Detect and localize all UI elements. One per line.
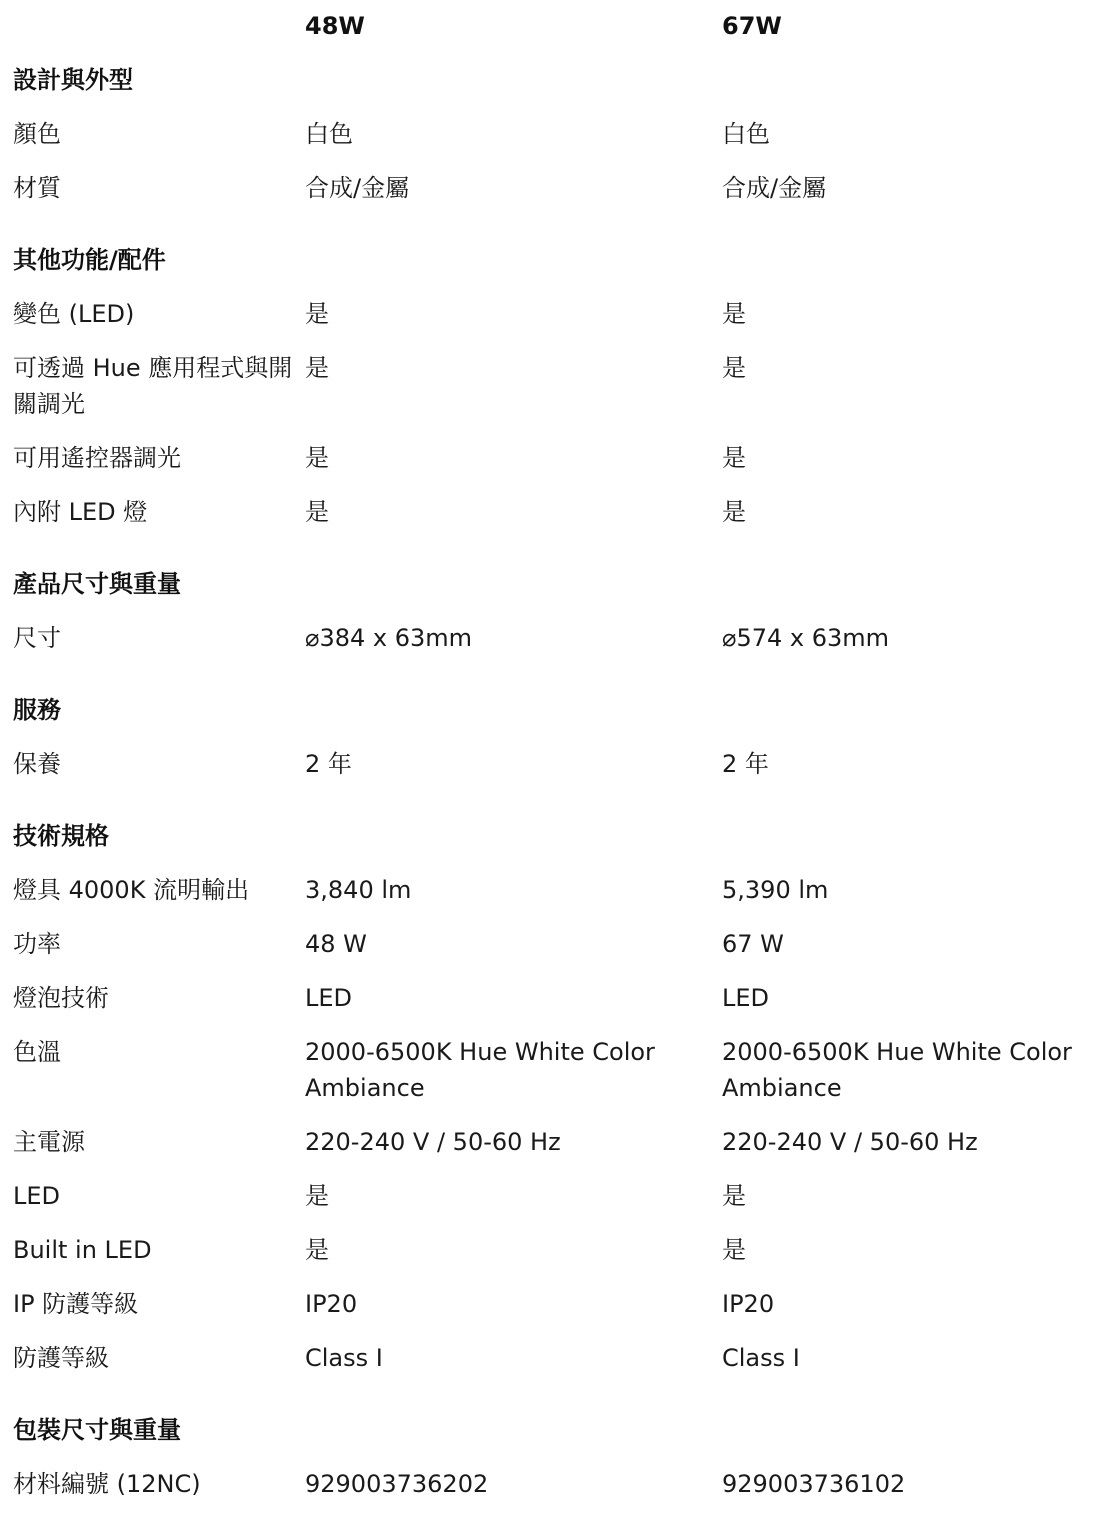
column-header-row: [0, 8, 1116, 48]
spec-value-67w: 是: [722, 354, 746, 382]
spec-value-48w: 是: [305, 1182, 329, 1210]
spec-value-67w: LED: [722, 984, 770, 1012]
spec-value-67w: ⌀574 x 63mm: [722, 624, 890, 652]
spec-label: 尺寸: [13, 624, 61, 652]
spec-value-67w: 2 年: [722, 750, 769, 778]
spec-label: 燈具 4000K 流明輸出: [13, 876, 250, 904]
spec-value-67w: 929003736102: [722, 1470, 906, 1498]
spec-label: 色溫: [13, 1038, 61, 1066]
column-header-67w: 67W: [722, 12, 782, 40]
spec-value-67w: 是: [722, 1182, 746, 1210]
spec-value-48w: 合成/金屬: [305, 174, 410, 202]
spec-value-48w: 是: [305, 300, 329, 328]
spec-value-48w: 3,840 lm: [305, 876, 412, 904]
section-heading-technical: 技術規格: [13, 822, 109, 850]
spec-value-48w: Class I: [305, 1344, 383, 1372]
spec-value-67w: 是: [722, 498, 746, 526]
spec-value-67w: 2000-6500K Hue White Color Ambiance: [722, 1038, 1072, 1102]
spec-value-48w: 220-240 V / 50-60 Hz: [305, 1128, 561, 1156]
spec-label: 顏色: [13, 120, 61, 148]
section-heading-design: 設計與外型: [13, 66, 133, 94]
spec-label: 變色 (LED): [13, 300, 135, 328]
spec-value-48w: 是: [305, 1236, 329, 1264]
spec-value-67w: 是: [722, 300, 746, 328]
spec-label: IP 防護等級: [13, 1290, 139, 1318]
spec-value-48w: 白色: [305, 120, 353, 148]
spec-value-67w: 合成/金屬: [722, 174, 827, 202]
spec-value-48w: 是: [305, 498, 329, 526]
spec-label: Built in LED: [13, 1236, 152, 1264]
section-heading-service: 服務: [13, 696, 61, 724]
spec-label: 可用遙控器調光: [13, 444, 181, 472]
spec-value-48w: ⌀384 x 63mm: [305, 624, 473, 652]
spec-value-48w: 2000-6500K Hue White Color Ambiance: [305, 1038, 655, 1102]
spec-value-48w: 929003736202: [305, 1470, 489, 1498]
spec-value-48w: IP20: [305, 1290, 358, 1318]
spec-label: 可透過 Hue 應用程式與開關調光: [13, 354, 293, 418]
spec-label: 功率: [13, 930, 61, 958]
spec-value-48w: 是: [305, 444, 329, 472]
spec-label: 防護等級: [13, 1344, 109, 1372]
section-heading-dimensions: 產品尺寸與重量: [13, 570, 181, 598]
spec-value-67w: 白色: [722, 120, 770, 148]
spec-value-67w: IP20: [722, 1290, 775, 1318]
spec-value-67w: 是: [722, 444, 746, 472]
spec-label: 燈泡技術: [13, 984, 109, 1012]
spec-value-67w: 220-240 V / 50-60 Hz: [722, 1128, 978, 1156]
spec-value-67w: Class I: [722, 1344, 800, 1372]
spec-value-48w: 是: [305, 354, 329, 382]
spec-value-48w: LED: [305, 984, 353, 1012]
spec-label: LED: [13, 1182, 61, 1210]
section-heading-features: 其他功能/配件: [13, 246, 166, 274]
section-heading-packaging: 包裝尺寸與重量: [13, 1416, 181, 1444]
column-header-48w: 48W: [305, 12, 365, 40]
spec-value-67w: 是: [722, 1236, 746, 1264]
spec-value-48w: 48 W: [305, 930, 367, 958]
spec-label: 主電源: [13, 1128, 85, 1156]
spec-label: 保養: [13, 750, 61, 778]
spec-label: 材料編號 (12NC): [13, 1470, 201, 1498]
spec-value-67w: 67 W: [722, 930, 784, 958]
spec-label: 材質: [13, 174, 61, 202]
spec-value-48w: 2 年: [305, 750, 352, 778]
spec-value-67w: 5,390 lm: [722, 876, 829, 904]
spec-label: 內附 LED 燈: [13, 498, 148, 526]
